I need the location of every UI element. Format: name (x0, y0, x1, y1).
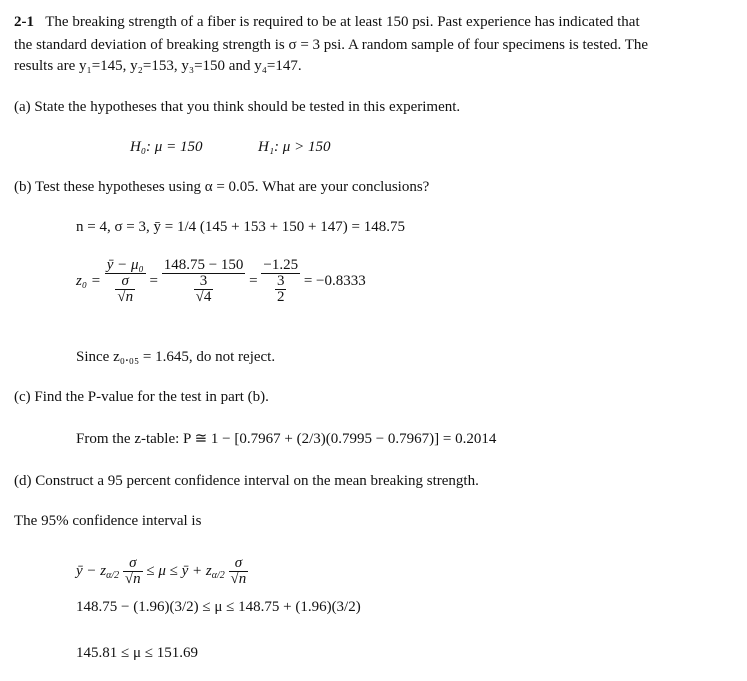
z-formula-numerator: ȳ − μ₀ (106, 257, 144, 273)
decision-statement: Since z₀.₀₅ = 1.645, do not reject. (76, 349, 276, 365)
z-formula-denominator: $\frac{\sigma}{√n}$ (117, 273, 134, 305)
root-four: 4 (203, 289, 212, 305)
sigma-symbol: σ (115, 274, 135, 290)
z-label: z₀ = (76, 272, 101, 289)
z-result: = −0.8333 (303, 272, 366, 289)
null-hypothesis: H₀: μ = 150 (130, 139, 203, 155)
z-statistic-equation (76, 258, 366, 305)
z-formula-fraction (105, 258, 146, 305)
part-a-question: (a) State the hypotheses that you think should be tested in this experiment. (14, 99, 461, 115)
root-n: n (125, 289, 134, 305)
part-c-question: (c) Find the P-value for the test in part (b). (14, 389, 269, 405)
z-simplified-numerator: −1.25 (263, 257, 299, 273)
equals-1: = (149, 272, 158, 289)
z-simplified-three: 3 (276, 273, 285, 289)
ci-formula (76, 556, 248, 587)
ci-fraction-1: $\frac{\sigma}{√n}$ (124, 555, 141, 587)
ci-sigma-2: σ (229, 556, 249, 572)
problem-number: 2-1 (14, 14, 34, 30)
part-b-question: (b) Test these hypotheses using α = 0.05. What are your conclusions? (14, 179, 430, 195)
z-numeric-fraction: $\frac{148.75 - 150}{\frac{3}{√4}}$ (163, 257, 244, 305)
ci-middle: ≤ μ ≤ ȳ + z (146, 562, 212, 579)
ci-numeric: 148.75 − (1.96)(3/2) ≤ μ ≤ 148.75 + (1.96)(3/2) (76, 599, 361, 615)
z-numeric-sigma: 3 (194, 274, 214, 290)
z-simplified-fraction (261, 258, 300, 305)
alt-hypothesis: H₁: μ > 150 (258, 139, 331, 155)
given-values: n = 4, σ = 3, ȳ = 1/4 (145 + 153 + 150 + 147) = 148.75 (76, 219, 405, 235)
z-simplified-two: 2 (276, 289, 285, 305)
problem-line-2: the standard deviation of breaking strength is σ = 3 psi. A random sample of four specimens is tested. The (14, 37, 649, 53)
ci-root-n-2: n (238, 571, 247, 587)
ci-final: 145.81 ≤ μ ≤ 151.69 (76, 645, 199, 661)
part-d-question: (d) Construct a 95 percent confidence interval on the mean breaking strength. (14, 473, 479, 489)
z-numeric-numerator: 148.75 − 150 (163, 257, 244, 273)
ci-sub-2: α/2 (211, 569, 225, 581)
ci-sub-1: α/2 (106, 569, 120, 581)
equals-2: = (249, 272, 258, 289)
ci-fraction-2: $\frac{\sigma}{√n}$ (230, 555, 247, 587)
problem-text-1: The breaking strength of a fiber is required to be at least 150 psi. Past experience has indicated that (45, 14, 640, 30)
problem-line-3: results are y₁=145, y₂=153, y₃=150 and y₄=147. (14, 58, 302, 74)
p-value-answer: From the z-table: P ≅ 1 − [0.7967 + (2/3)(0.7995 − 0.7967)] = 0.2014 (76, 431, 497, 447)
ci-sigma-1: σ (123, 556, 143, 572)
ci-root-n-1: n (133, 571, 141, 587)
ci-lower-term: ȳ − z (76, 562, 107, 579)
problem-line-1 (14, 14, 640, 31)
ci-intro: The 95% confidence interval is (14, 513, 202, 529)
